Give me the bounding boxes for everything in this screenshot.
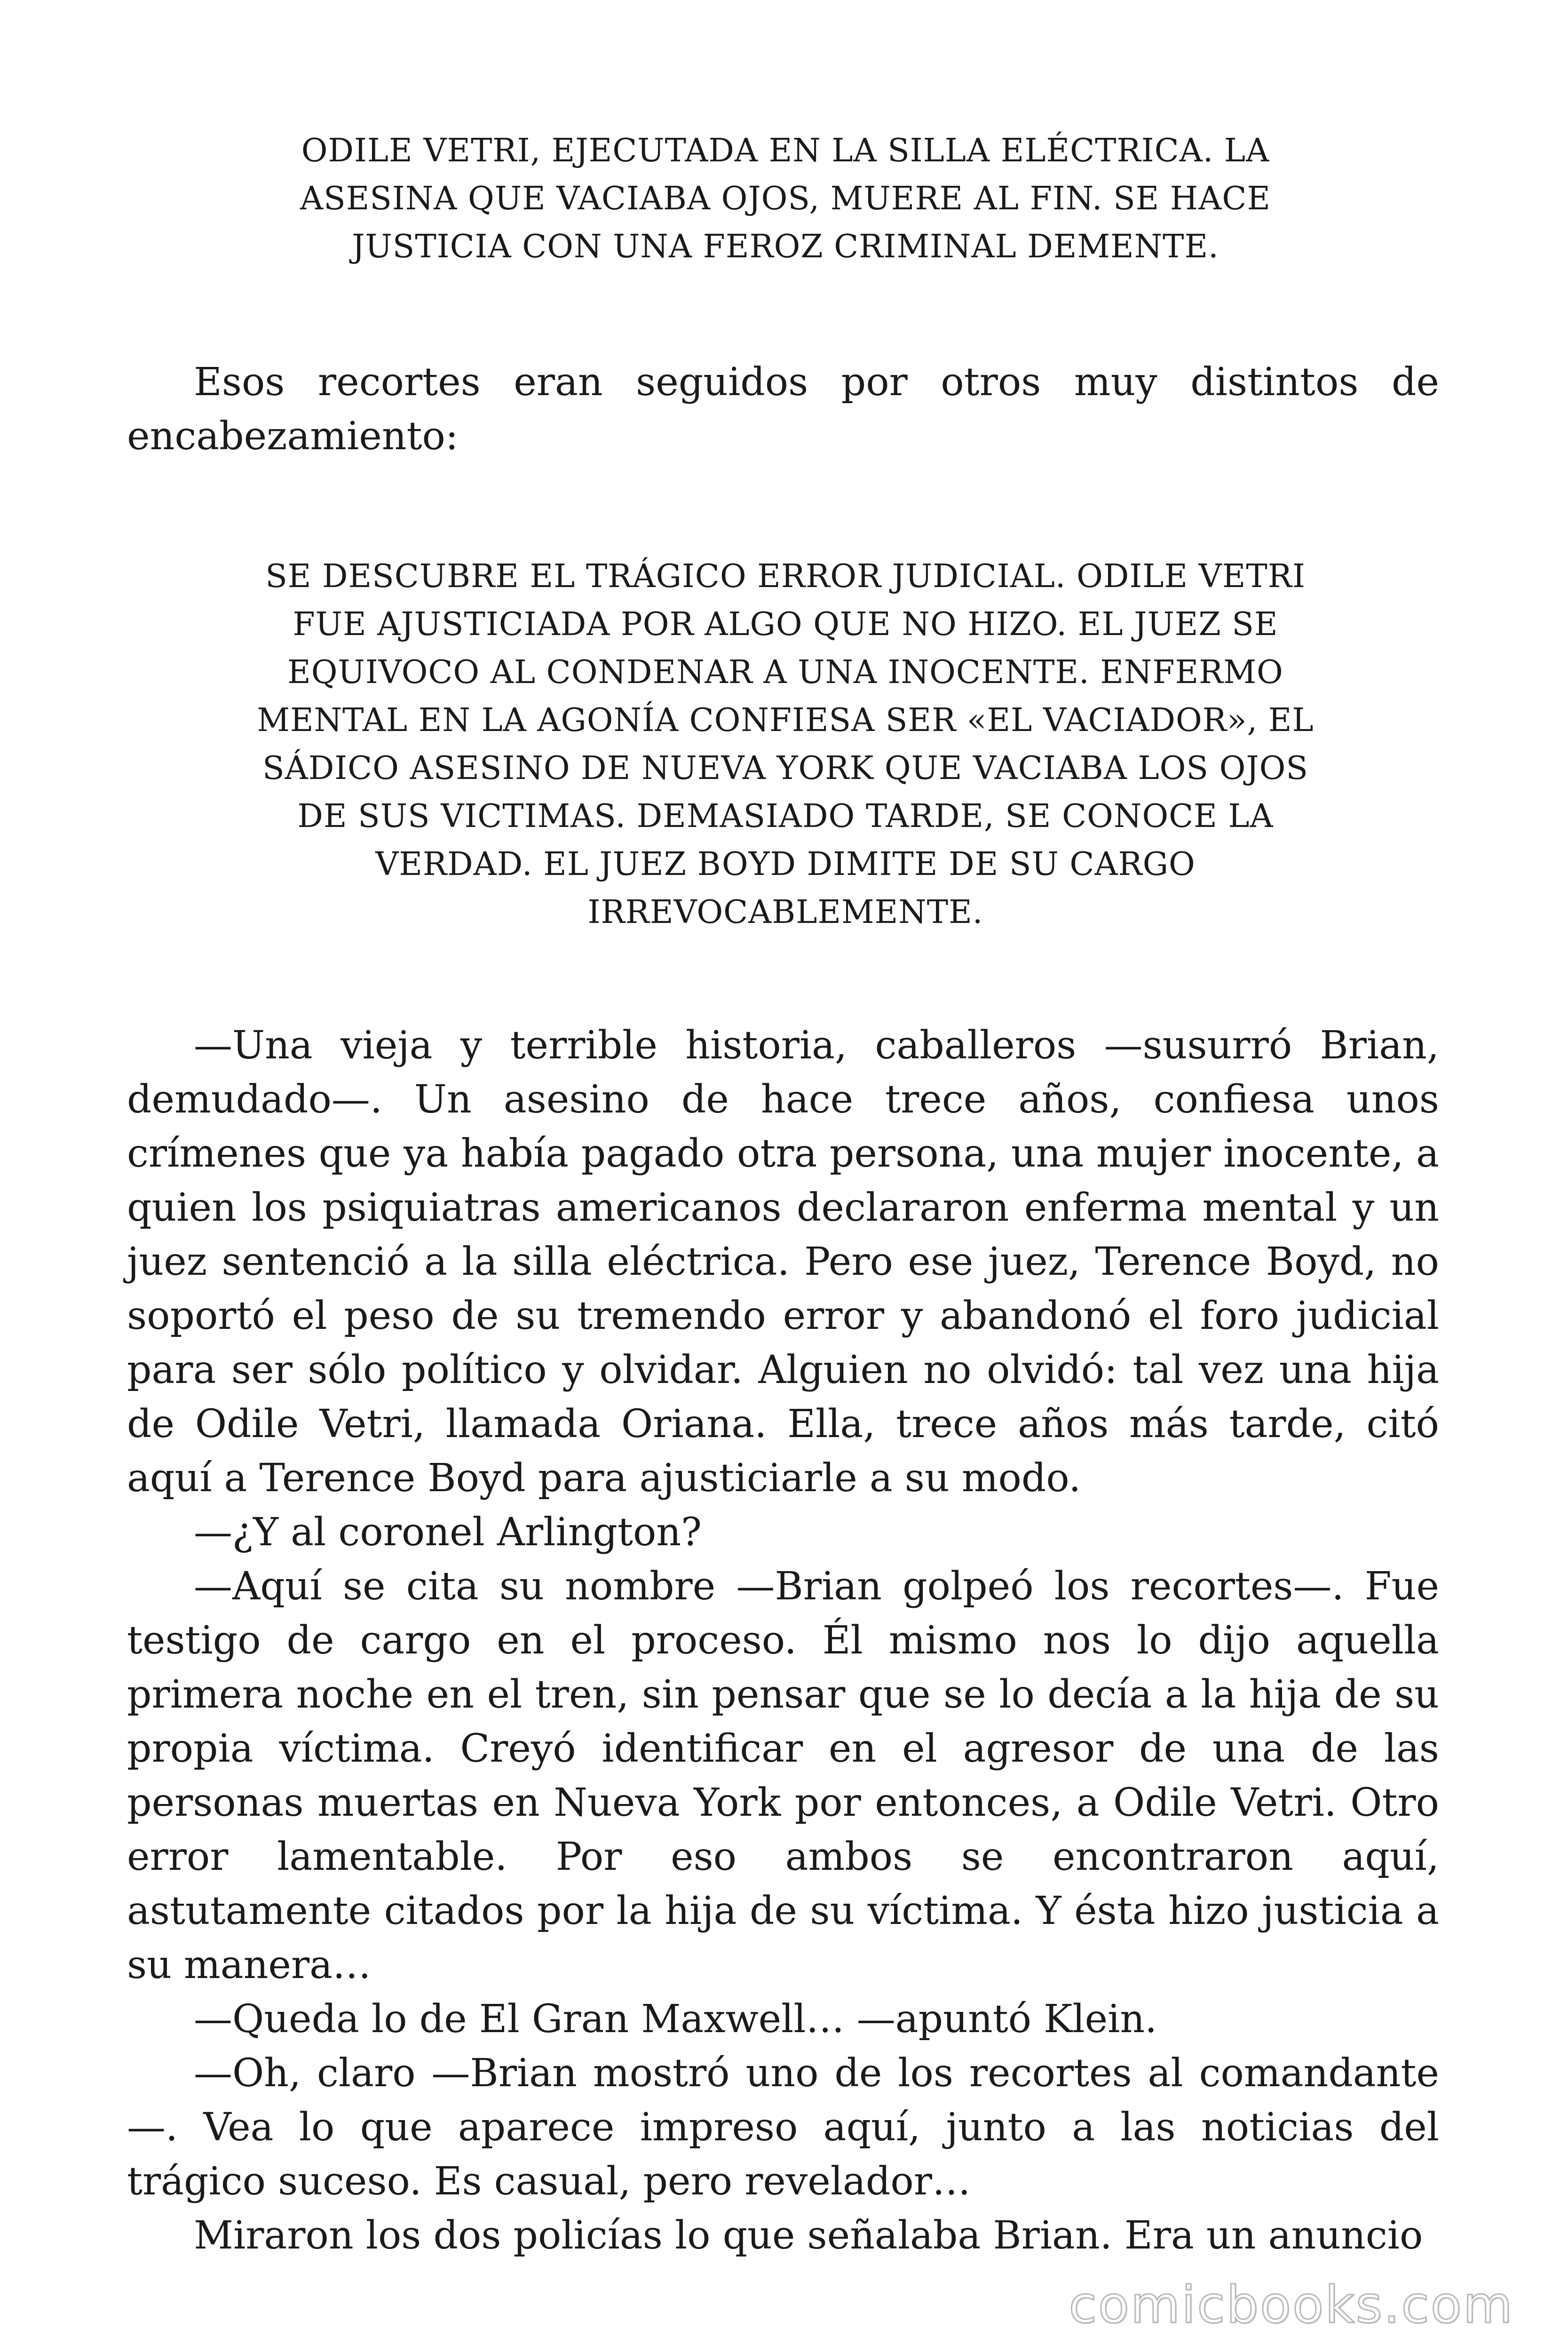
- paragraph-brian-clipping: —Oh, claro —Brian mostró uno de los recortes al comandante—. Vea lo que aparece impreso aquí, junto a las noticias del trágico suceso. Es casual, pero revelador…: [127, 2051, 1439, 2204]
- paragraph-arlington-question: —¿Y al coronel Arlington?: [194, 1510, 702, 1555]
- body-text: [127, 1018, 1439, 2263]
- newspaper-headline-judicial-error: SE DESCUBRE EL TRÁGICO ERROR JUDICIAL. ODILE VETRI FUE AJUSTICIADA POR ALGO QUE NO HIZO. EL JUEZ SE EQUIVOCO AL CONDENAR A UNA INOCENTE. ENFERMO MENTAL EN LA AGONÍA CONFIESA SER «EL VACIADOR», EL SÁDICO ASESINO DE NUEVA YORK QUE VACIABA LOS OJOS DE SUS VICTIMAS. DEMASIADO TARDE, SE CONOCE LA VERDAD. EL JUEZ BOYD DIMITE DE SU CARGO IRREVOCABLEMENTE.: [257, 558, 1314, 931]
- paragraph-policemen-look: Miraron los dos policías lo que señalaba Brian. Era un anuncio: [194, 2213, 1423, 2258]
- newspaper-headline-execution: ODILE VETRI, EJECUTADA EN LA SILLA ELÉCTRICA. LA ASESINA QUE VACIABA OJOS, MUERE AL FIN. SE HACE JUSTICIA CON UNA FEROZ CRIMINAL DEMENTE.: [300, 132, 1271, 265]
- site-watermark: comicbooks.com: [1069, 2276, 1514, 2335]
- paragraph-maxwell-question: —Queda lo de El Gran Maxwell… —apuntó Klein.: [194, 1997, 1157, 2042]
- paragraph-arlington-answer: —Aquí se cita su nombre —Brian golpeó los recortes—. Fue testigo de cargo en el proceso. Él mismo nos lo dijo aquella primera noche en el tren, sin pensar que se lo decía a la hija de su propia víctima. Creyó identificar en el agresor de una de las personas muertas en Nueva York por entonces, a Odile Vetri. Otro error lamentable. Por eso ambos se encontraron aquí, astutamente citados por la hija de su víctima. Y ésta hizo justicia a su manera…: [127, 1564, 1439, 1987]
- paragraph-brian-explanation: —Una vieja y terrible historia, caballeros —susurró Brian, demudado—. Un asesino de hace trece años, confiesa unos crímenes que ya había pagado otra persona, una mujer inocente, a quien los psiquiatras americanos declararon enferma mental y un juez sentenció a la silla eléctrica. Pero ese juez, Terence Boyd, no soportó el peso de su tremendo error y abandonó el foro judicial para ser sólo político y olvidar. Alguien no olvidó: tal vez una hija de Odile Vetri, llamada Oriana. Ella, trece años más tarde, citó aquí a Terence Boyd para ajusticiarle a su modo.: [127, 1023, 1439, 1501]
- intro-paragraph: Esos recortes eran seguidos por otros muy distintos de encabezamiento:: [127, 360, 1439, 459]
